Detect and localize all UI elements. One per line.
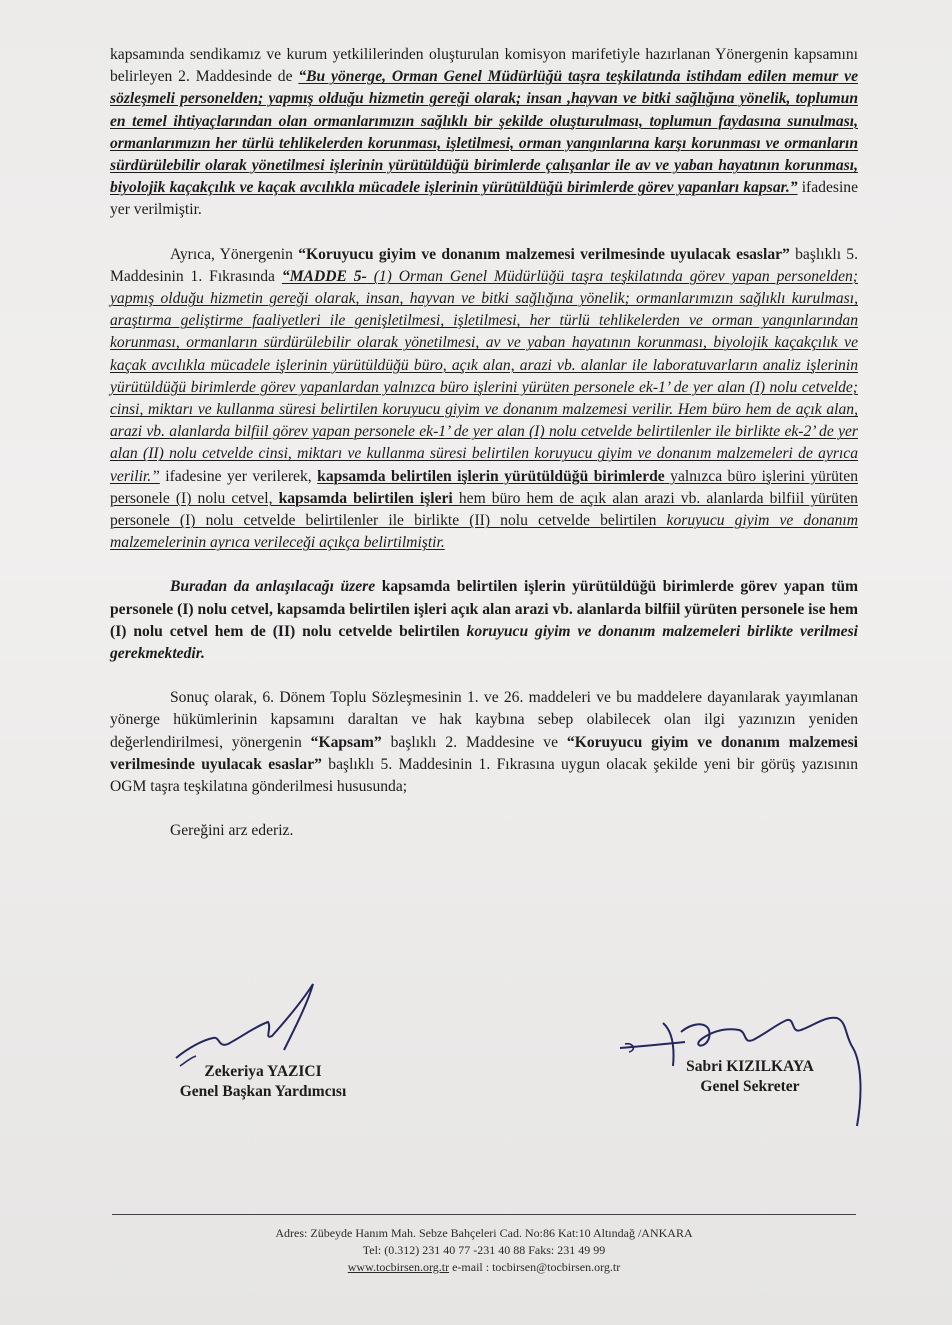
paragraph-text: başlıklı 5. Maddesinin 1. Fıkrasına uygun olacak şekilde yeni bir görüş yazısının OGM taşra teşkilatına gönderilmesi hususunda;: [110, 755, 858, 796]
paragraph-text: hem büro hem de açık alan arazi vb. alanlarda bilfiil yürüten personele (I) nolu cetvelde belirtilenler ile birlikte (II) nolu cetvelde belirtilen: [110, 489, 858, 530]
bold-text: “Kapsam”: [310, 733, 382, 751]
paragraph-text: Sonuç olarak, 6. Dönem Toplu Sözleşmesinin 1. ve 26. maddeleri ve bu maddelere dayanılarak yayımlanan yönerge hükümlerinin kapsamını daraltan ve hak kaybına sebep olabilecek olan ilgi yazınızın yeniden değerlendirilmesi, yönergenin: [110, 689, 858, 751]
signature-block-left: [148, 1062, 378, 1102]
footer-phone: Tel: (0.312) 231 40 77 -231 40 88 Faks: 231 49 99: [362, 1243, 606, 1257]
paragraph-text: Ayrıca, Yönergenin: [170, 245, 299, 263]
email-link[interactable]: tocbirsen@tocbirsen.org.tr: [492, 1260, 621, 1274]
article-title: “Koruyucu giyim ve donanım malzemesi verilmesinde uyulacak esaslar”: [298, 245, 790, 263]
article-label: “MADDE 5-: [281, 267, 367, 285]
footer-address: Adres: Zübeyde Hanım Mah. Sebze Bahçeleri Cad. No:86 Kat:10 Altındağ /ANKARA: [275, 1226, 693, 1240]
italic-conclusion: koruyucu giyim ve donanım malzemeleri birlikte verilmesi gerekmektedir.: [110, 622, 859, 663]
signature-scribble-left: [168, 978, 328, 1073]
italic-lead: Buradan da anlaşılacağı üzere: [170, 578, 376, 596]
quoted-directive-article-2: “Bu yönerge, Orman Genel Müdürlüğü taşra teşkilatında istihdam edilen memur ve sözleşmeli personelden; yapmış olduğu hizmetin gereği olarak; insan ,hayvan ve bitki sağlığına yönelik, toplumun en temel ihtiyaçlarından olan ormanlarımızın sağlıklı bir şekilde oluşturulması, toplumun faydasına sunulması, ormanlarımızın her türlü tehlikelerden korunması, işletilmesi, orman yangınlarına karşı korunması ve ormanların sürdürülebilir olarak yönetilmesi işlerinin yürütüldüğü birimlerde çalışanlar ile av ve yaban hayatının korunması, biyolojik kaçakçılık ve kaçak avcılıkla mücadele işlerinin yürütüldüğü birimlerde görev yapanları kapsar.”: [110, 68, 858, 197]
bold-text: kapsamda belirtilen işlerin yürütüldüğü birimlerde görev yapan tüm personele (I) nolu cetvel, kapsamda belirtilen işleri açık alan arazi vb. alanlarda bilfiil yürüten personele ise hem (I) nolu cetvel hem de (II) nolu cetvelde belirtilen: [110, 578, 858, 640]
email-label: e-mail :: [449, 1260, 493, 1274]
paragraph-text: ifadesine yer verilmiştir.: [110, 179, 858, 219]
signatory-title: Genel Başkan Yardımcısı: [179, 1083, 347, 1100]
paragraph-scope: [110, 44, 858, 222]
quoted-article-5: (1) Orman Genel Müdürlüğü taşra teşkilatında görev yapan personelden; yapmış olduğu hizmetin gereği olarak, insan, hayvan ve bitki sağlığına yönelik; ormanlarımızın sağlıklı kurulması, araştırma geliştirme faaliyetleri ile genişletilmesi, işletilmesi, her türlü tehlikelerden ve orman yangınlarından korunması, ormanların sürdürülebilir olarak yönetilmesi, av ve yaban hayatının korunması, biyolojik kaçakçılık ve kaçak avcılıkla mücadele işlerinin yürütüldüğü büro, açık alan, arazi vb. alanlar ile laboratuvarların analiz işlerinin yürütüldüğü birimlerde görev yapanlardan yalnızca büro işlerini yürüten personele ek-1’ de yer alan (I) nolu cetvelde; cinsi, miktarı ve kullanma süresi belirtilen koruyucu giyim ve donanım malzemesi verilir. Hem büro hem de açık alan, arazi vb. alanlarda bilfiil görev yapan personele ek-1’ de yer alan (I) nolu cetvelde belirtilenler ile birlikte ek-2’ de yer alan (II) nolu cetvelde cinsi, miktarı ve kullanma süresi belirtilen koruyucu giyim ve donanım malzemeleri de ayrıca verilir.”: [110, 267, 858, 485]
letter-body: [110, 44, 858, 843]
paragraph-text: başlıklı 5. Maddesinin 1. Fıkrasında: [110, 245, 859, 285]
emphasis-text: kapsamda belirtilen işleri: [278, 489, 453, 507]
signatory-title: Genel Sekreter: [700, 1078, 800, 1095]
paragraph-interpretation: [110, 576, 858, 665]
footer-divider: [112, 1214, 856, 1215]
paragraph-text: başlıklı 2. Maddesine ve: [381, 733, 567, 751]
paragraph-conclusion: [110, 687, 858, 798]
website-link[interactable]: www.tocbirsen.org.tr: [347, 1260, 450, 1274]
signatory-name: Sabri KIZILKAYA: [686, 1058, 814, 1075]
footer-contact: [112, 1259, 856, 1276]
paragraph-text: ifadesine yer verilerek,: [159, 467, 318, 485]
bold-text: “Koruyucu giyim ve donanım malzemesi verilmesinde uyulacak esaslar”: [110, 733, 858, 773]
closing-line: Gereğini arz ederiz.: [170, 822, 294, 840]
signature-block-right: [650, 1057, 850, 1097]
paragraph-text: yalnızca büro işlerini yürüten personele (I) nolu cetvel,: [110, 467, 858, 507]
paragraph-text: kapsamında sendikamız ve kurum yetkililerinden oluşturulan komisyon marifetiyle hazırlanan Yönergenin kapsamını belirleyen 2. Maddesinde de: [110, 46, 858, 86]
letterhead-footer: [112, 1225, 856, 1276]
emphasis-text: kapsamda belirtilen işlerin yürütüldüğü birimlerde: [317, 467, 665, 485]
italic-conclusion: koruyucu giyim ve donanım malzemelerinin ayrıca verileceği açıkça belirtilmiştir.: [110, 512, 859, 552]
paragraph-article-5: [110, 244, 858, 555]
signatory-name: Zekeriya YAZICI: [204, 1063, 322, 1080]
